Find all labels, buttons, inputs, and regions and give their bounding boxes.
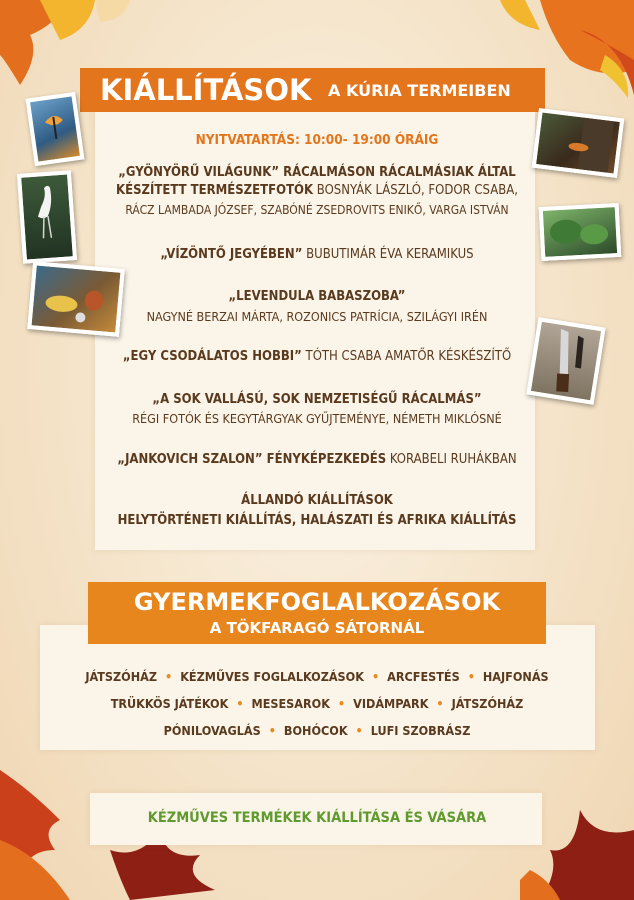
knife-icon xyxy=(531,322,601,401)
photo-ceramics xyxy=(27,261,125,337)
exhibition-6 xyxy=(0,452,634,467)
opening-hours: NYITVATARTÁS: 10:00- 19:00 ÓRÁIG xyxy=(195,132,439,148)
exhibition-6-title: „JANKOVICH SZALON” FÉNYKÉPEZKEDÉS xyxy=(117,452,387,467)
kids-activity: ARCFESTÉS xyxy=(387,669,460,684)
exhibition-4-title: „EGY CSODÁLATOS HOBBI” xyxy=(122,349,302,364)
exhibition-4-detail: TÓTH CSABA AMATŐR KÉSKÉSZÍTŐ xyxy=(305,349,512,364)
bullet-icon: • xyxy=(467,669,475,684)
photo-lily-leaves xyxy=(539,203,622,261)
exhibition-1-detail-2: RÁCZ LAMBADA JÓZSEF, SZABÓNÉ ZSEDROVITS ENIKŐ, VARGA ISTVÁN xyxy=(125,203,509,217)
exhibition-1-line2 xyxy=(0,183,634,198)
kids-title-band xyxy=(88,582,546,644)
kids-activity: MESESAROK xyxy=(251,696,330,711)
bullet-icon: • xyxy=(371,669,380,684)
kids-activities-row-2 xyxy=(0,696,634,711)
kids-activity: VIDÁMPARK xyxy=(353,696,429,711)
photo-mushroom-tree xyxy=(532,108,625,178)
bullet-icon: • xyxy=(165,669,173,684)
kids-activity: LUFI SZOBRÁSZ xyxy=(370,723,471,738)
exhibition-1-title-2: KÉSZÍTETT TERMÉSZETFOTÓK xyxy=(116,183,314,198)
kids-activity: HAJFONÁS xyxy=(482,669,549,684)
kids-activities-row-1 xyxy=(0,669,634,684)
bullet-icon: • xyxy=(436,696,444,711)
bullet-icon: • xyxy=(236,696,244,711)
exhibition-3-title: „LEVENDULA BABASZOBA” xyxy=(228,289,406,304)
kids-activity: BOHÓCOK xyxy=(283,723,348,738)
photo-butterfly xyxy=(26,92,85,166)
kids-activity: KÉZMŰVES FOGLALKOZÁSOK xyxy=(180,669,364,684)
kids-subtitle: A TÖKFARAGÓ SÁTORNÁL xyxy=(209,619,425,637)
permanent-exhibitions-list: HELYTÖRTÉNETI KIÁLLÍTÁS, HALÁSZATI ÉS AFRIKA KIÁLLÍTÁS xyxy=(117,513,517,528)
exhibition-5-title: „A SOK VALLÁSÚ, SOK NEMZETISÉGŰ RÁCALMÁS” xyxy=(152,392,482,407)
kids-activity: PÓNILOVAGLÁS xyxy=(163,723,261,738)
photo-knives xyxy=(526,317,605,405)
exhibition-2-title: „VÍZÖNTŐ JEGYÉBEN” xyxy=(160,247,303,262)
exhibition-3-detail: NAGYNÉ BERZAI MÁRTA, ROZONICS PATRÍCIA, SZILÁGYI IRÉN xyxy=(146,309,488,324)
exhibition-1-title-text: „GYÖNYÖRŰ VILÁGUNK” RÁCALMÁSON RÁCALMÁSIAK ÁLTAL xyxy=(118,165,516,180)
exhibition-2 xyxy=(0,247,634,262)
butterfly-icon xyxy=(30,96,80,161)
exhibitions-subtitle: A KÚRIA TERMEIBEN xyxy=(328,81,511,100)
ceramics-icon xyxy=(32,265,121,332)
photo-heron xyxy=(17,170,77,264)
exhibitions-title-band xyxy=(80,68,545,112)
exhibition-6-detail: KORABELI RUHÁKBAN xyxy=(389,452,517,467)
exhibitions-title: KIÁLLÍTÁSOK xyxy=(100,73,312,107)
kids-activities-row-3 xyxy=(0,723,634,738)
crafts-title: KÉZMŰVES TERMÉKEK KIÁLLÍTÁSA ÉS VÁSÁRA xyxy=(147,810,487,826)
kids-activity: JÁTSZÓHÁZ xyxy=(451,696,524,711)
kids-title: GYERMEKFOGLALKOZÁSOK xyxy=(133,588,501,616)
kids-activity: JÁTSZÓHÁZ xyxy=(85,669,157,684)
heron-icon xyxy=(21,174,73,259)
bullet-icon: • xyxy=(268,723,276,738)
exhibition-2-detail: BUBUTIMÁR ÉVA KERAMIKUS xyxy=(306,247,474,262)
mushroom-icon xyxy=(536,112,620,173)
kids-activity: TRÜKKÖS JÁTÉKOK xyxy=(110,696,229,711)
lily-leaf-icon xyxy=(543,207,617,257)
bullet-icon: • xyxy=(355,723,363,738)
permanent-exhibitions-title: ÁLLANDÓ KIÁLLÍTÁSOK xyxy=(241,493,393,508)
exhibition-1-detail: BOSNYÁK LÁSZLÓ, FODOR CSABA, xyxy=(316,183,518,198)
bullet-icon: • xyxy=(337,696,346,711)
exhibition-5-detail: RÉGI FOTÓK ÉS KEGYTÁRGYAK GYŰJTEMÉNYE, NÉMETH MIKLÓSNÉ xyxy=(132,411,502,426)
